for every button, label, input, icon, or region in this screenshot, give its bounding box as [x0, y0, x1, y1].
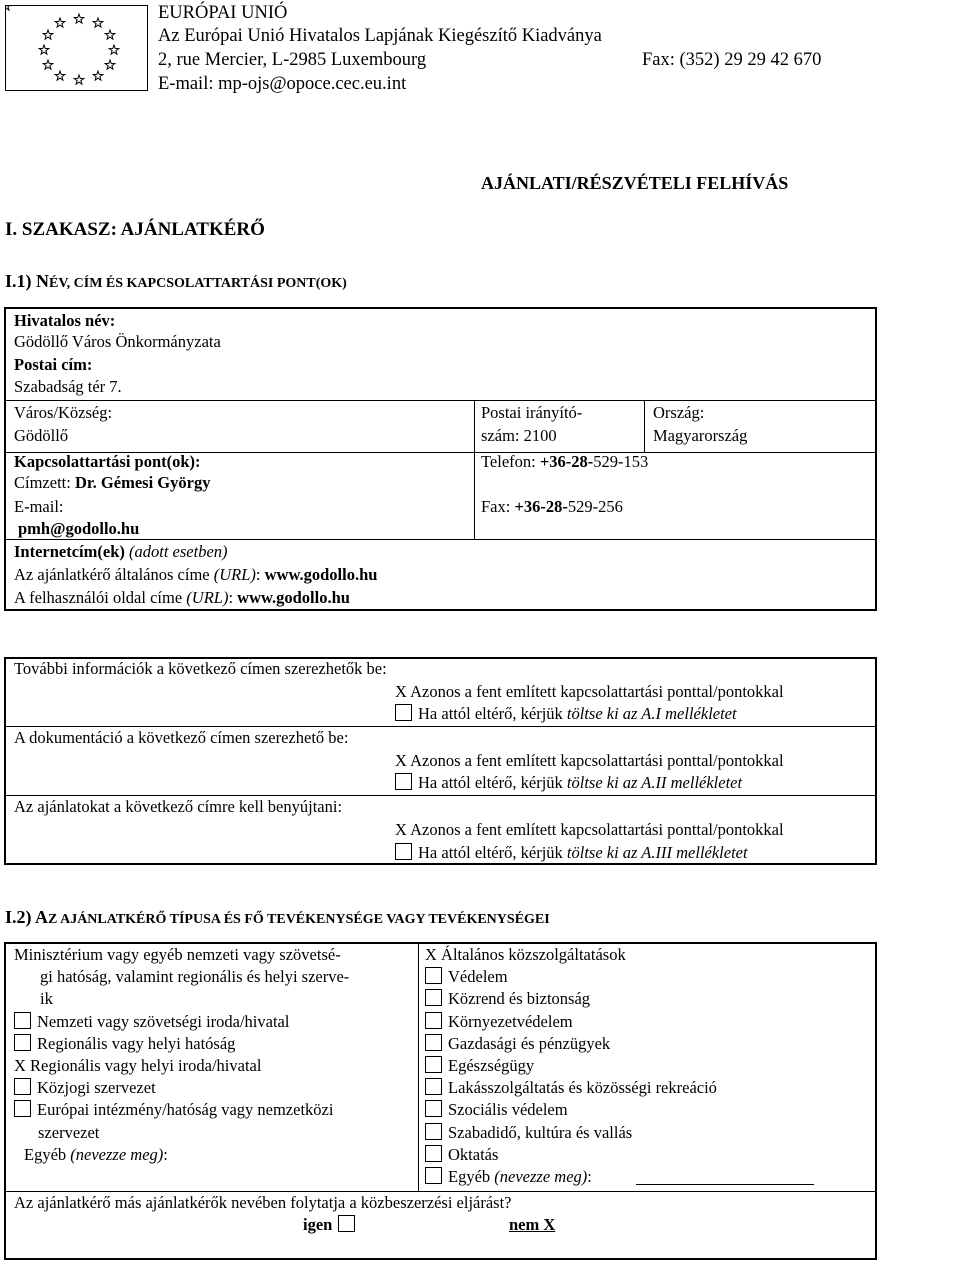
other-activity-option[interactable]: Egyéb (nevezze meg): — [425, 1166, 592, 1188]
divider — [474, 452, 475, 539]
submission-question: Az ajánlatokat a következő címre kell benyújtani: — [14, 797, 343, 816]
same-as-contact-option[interactable]: X Azonos a fent említett kapcsolattartási ponttal/pontokkal — [395, 751, 784, 770]
ministry-option-l2: gi hatóság, valamint regionális és helyi szerve- — [40, 967, 350, 986]
subsection-title-i2: I.2) AZ AJÁNLATKÉRŐ TÍPUSA ÉS FŐ TEVÉKENYSÉGE VAGY TEVÉKENYSÉGEI — [5, 907, 550, 927]
phone: Telefon: +36-28-529-153 — [481, 452, 649, 471]
checkbox-icon[interactable] — [425, 967, 442, 984]
regional-agency-option[interactable]: X Regionális vagy helyi iroda/hivatal — [14, 1056, 262, 1075]
activity-option[interactable]: Védelem — [425, 966, 508, 988]
buyer-profile: A felhasználói oldal címe (URL): www.godollo.hu — [14, 588, 350, 607]
checkbox-icon[interactable] — [425, 1012, 442, 1029]
ministry-option-l3: ik — [40, 989, 53, 1008]
country: Magyarország — [653, 426, 748, 445]
behalf-question: Az ajánlatkérő más ajánlatkérők nevében folytatja a közbeszerzési eljárást? — [14, 1193, 512, 1212]
checkbox-icon[interactable] — [425, 1123, 442, 1140]
eu-flag-logo — [5, 5, 148, 91]
checkbox-icon[interactable] — [14, 1078, 31, 1095]
activity-option[interactable]: Lakásszolgáltatás és közösségi rekreáció — [425, 1077, 717, 1099]
checkbox-icon[interactable] — [425, 1167, 442, 1184]
checkbox-icon[interactable] — [14, 1034, 31, 1051]
postal-address: Szabadság tér 7. — [14, 377, 122, 396]
activity-option[interactable]: Környezetvédelem — [425, 1011, 573, 1033]
contact-point-label: Kapcsolattartási pont(ok): — [14, 452, 201, 471]
activity-option[interactable]: Szociális védelem — [425, 1099, 568, 1121]
eu-institution-option-cont: szervezet — [38, 1123, 100, 1142]
general-address-link[interactable]: www.godollo.hu — [264, 565, 378, 584]
checkbox-icon[interactable] — [395, 704, 412, 721]
checkbox-icon[interactable] — [425, 1145, 442, 1162]
other-activity-input[interactable] — [636, 1184, 814, 1185]
checkbox-icon[interactable] — [338, 1215, 355, 1232]
internet-heading: Internetcím(ek) (adott esetben) — [14, 542, 228, 561]
activity-option[interactable]: Szabadidő, kultúra és vallás — [425, 1122, 632, 1144]
fax: Fax: +36-28-529-256 — [481, 497, 623, 516]
divider — [418, 942, 419, 1191]
different-address-option[interactable]: Ha attól eltérő, kérjük töltse ki az A.I mellékletet — [395, 703, 737, 725]
different-address-option[interactable]: Ha attól eltérő, kérjük töltse ki az A.III mellékletet — [395, 842, 748, 864]
same-as-contact-option[interactable]: X Azonos a fent említett kapcsolattartási ponttal/pontokkal — [395, 820, 784, 839]
publisher-name: EURÓPAI UNIÓ — [158, 3, 288, 23]
postcode-label: Postai irányító- — [481, 403, 583, 422]
activity-option[interactable]: Oktatás — [425, 1144, 498, 1166]
section-title: I. SZAKASZ: AJÁNLATKÉRŐ — [5, 219, 265, 240]
email-link[interactable]: pmh@godollo.hu — [18, 519, 140, 538]
publisher-subtitle: Az Európai Unió Hivatalos Lapjának Kiegészítő Kiadványa — [158, 26, 602, 46]
official-name-label: Hivatalos név: — [14, 311, 116, 330]
publisher-address: 2, rue Mercier, L-2985 Luxembourg — [158, 50, 427, 70]
general-address: Az ajánlatkérő általános címe (URL): www.godollo.hu — [14, 565, 378, 584]
ministry-option-l1: Minisztérium vagy egyéb nemzeti vagy szövetsé- — [14, 945, 341, 964]
checkbox-icon[interactable] — [14, 1100, 31, 1117]
buyer-profile-link[interactable]: www.godollo.hu — [237, 588, 350, 607]
public-law-body-option[interactable]: Közjogi szervezet — [14, 1077, 156, 1099]
city: Gödöllő — [14, 426, 69, 445]
documents-question: A dokumentáció a következő címen szerezhető be: — [14, 728, 349, 747]
activity-option[interactable]: Közrend és biztonság — [425, 988, 590, 1010]
checkbox-icon[interactable] — [425, 1078, 442, 1095]
general-public-services-option[interactable]: X Általános közszolgáltatások — [425, 945, 626, 964]
activity-option[interactable]: Gazdasági és pénzügyek — [425, 1033, 610, 1055]
divider — [474, 400, 475, 452]
checkbox-icon[interactable] — [425, 1034, 442, 1051]
publisher-email: E-mail: mp-ojs@opoce.cec.eu.int — [158, 74, 407, 94]
email-label: E-mail: — [14, 497, 64, 516]
checkbox-icon[interactable] — [425, 1056, 442, 1073]
subsection-title-i1: I.1) NÉV, CÍM ÉS KAPCSOLATTARTÁSI PONT(OK) — [5, 271, 347, 291]
eu-institution-option[interactable]: Európai intézmény/hatóság vagy nemzetközi — [14, 1099, 333, 1121]
city-label: Város/Község: — [14, 403, 113, 422]
checkbox-icon[interactable] — [395, 773, 412, 790]
same-as-contact-option[interactable]: X Azonos a fent említett kapcsolattartási ponttal/pontokkal — [395, 682, 784, 701]
different-address-option[interactable]: Ha attól eltérő, kérjük töltse ki az A.II mellékletet — [395, 772, 742, 794]
postal-address-label: Postai cím: — [14, 355, 93, 374]
checkbox-icon[interactable] — [14, 1012, 31, 1029]
checkbox-icon[interactable] — [425, 989, 442, 1006]
eu-stars-icon — [6, 6, 146, 89]
further-info-question: További információk a következő címen szerezhetők be: — [14, 659, 387, 678]
national-agency-option[interactable]: Nemzeti vagy szövetségi iroda/hivatal — [14, 1011, 289, 1033]
activity-option[interactable]: Egészségügy — [425, 1055, 534, 1077]
divider — [644, 400, 645, 452]
checkbox-icon[interactable] — [425, 1100, 442, 1117]
checkbox-icon[interactable] — [395, 843, 412, 860]
regional-authority-option[interactable]: Regionális vagy helyi hatóság — [14, 1033, 235, 1055]
divider — [4, 400, 877, 401]
yes-option[interactable]: igen — [303, 1214, 361, 1236]
addressee: Címzett: Dr. Gémesi György — [14, 473, 211, 492]
country-label: Ország: — [653, 403, 705, 422]
postcode: szám: 2100 — [481, 426, 557, 445]
official-name: Gödöllő Város Önkormányzata — [14, 332, 221, 351]
other-type-option[interactable]: Egyéb (nevezze meg): — [24, 1145, 168, 1164]
no-option[interactable]: nem X — [509, 1215, 556, 1234]
notice-type-title: AJÁNLATI/RÉSZVÉTELI FELHÍVÁS — [481, 173, 789, 193]
publisher-fax: Fax: (352) 29 29 42 670 — [642, 50, 822, 70]
